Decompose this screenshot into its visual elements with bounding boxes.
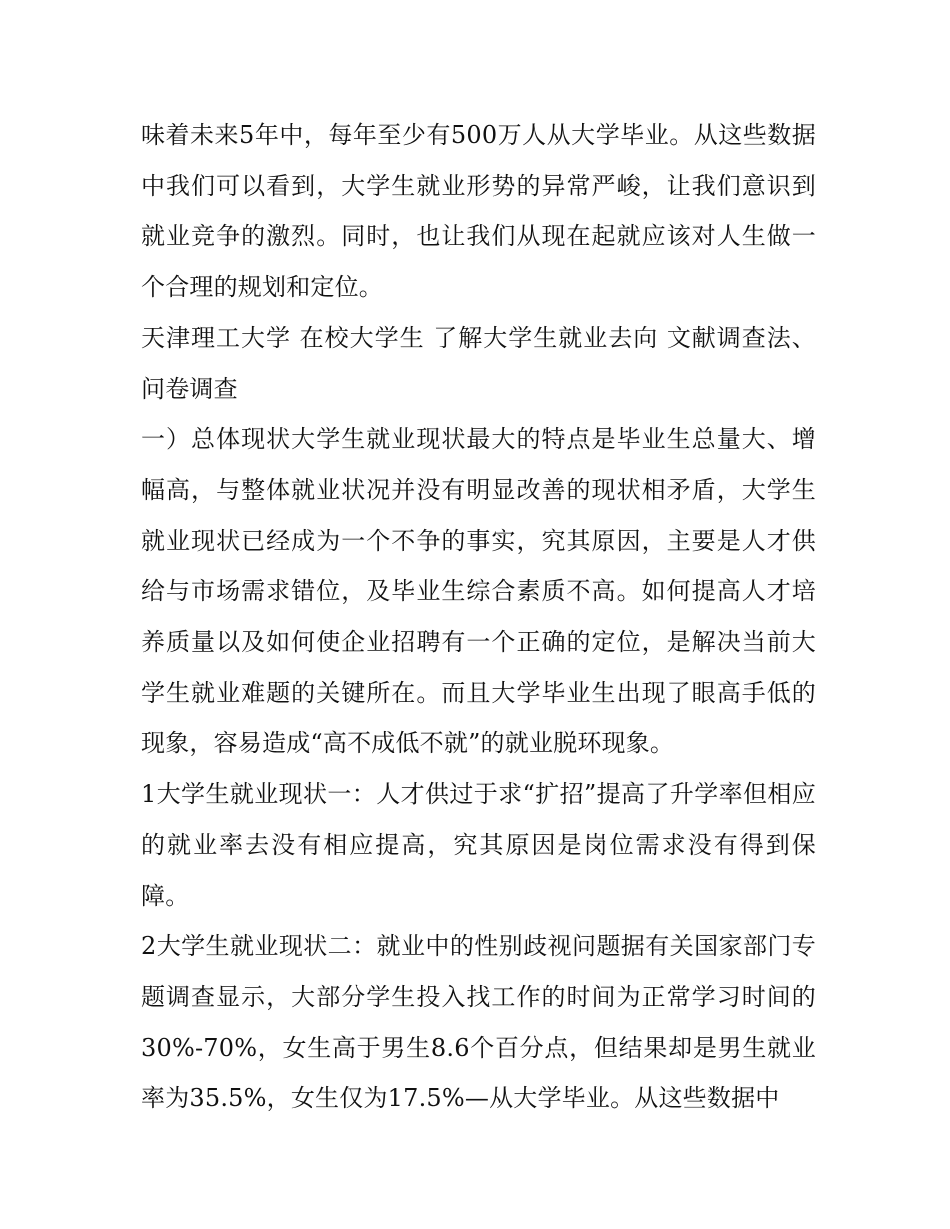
paragraph-status-one: 1大学生就业现状一：人才供过于求“扩招”提高了升学率但相应的就业率去没有相应提高，究其原因是岗位需求没有得到保障。 xyxy=(141,780,816,910)
document-body xyxy=(141,110,816,1124)
paragraph-overall-status: 一）总体现状大学生就业现状最大的特点是毕业生总量大、增幅高，与整体就业状况并没有明显改善的现状相矛盾，大学生就业现状已经成为一个不争的事实，究其原因，主要是人才供给与市场需求错位，及毕业生综合素质不高。如何提高人才培养质量以及如何使企业招聘有一个正确的定位，是解决当前大学生就业难题的关键所在。而且大学毕业生出现了眼高手低的现象，容易造成“高不成低不就”的就业脱环现象。 xyxy=(141,425,816,758)
paragraph-status-two: 2大学生就业现状二：就业中的性别歧视问题据有关国家部门专题调查显示，大部分学生投入找工作的时间为正常学习时间的30%-70%，女生高于男生8.6个百分点，但结果却是男生就业率为35.5%，女生仅为17.5%—从大学毕业。从这些数据中 xyxy=(141,932,816,1113)
paragraph-intro-continuation: 味着未来5年中，每年至少有500万人从大学毕业。从这些数据中我们可以看到，大学生就业形势的异常严峻，让我们意识到就业竞争的激烈。同时，也让我们从现在起就应该对人生做一个合理的规划和定位。 xyxy=(141,121,816,302)
paragraph-survey-info: 天津理工大学 在校大学生 了解大学生就业去向 文献调查法、问卷调查 xyxy=(141,323,816,403)
